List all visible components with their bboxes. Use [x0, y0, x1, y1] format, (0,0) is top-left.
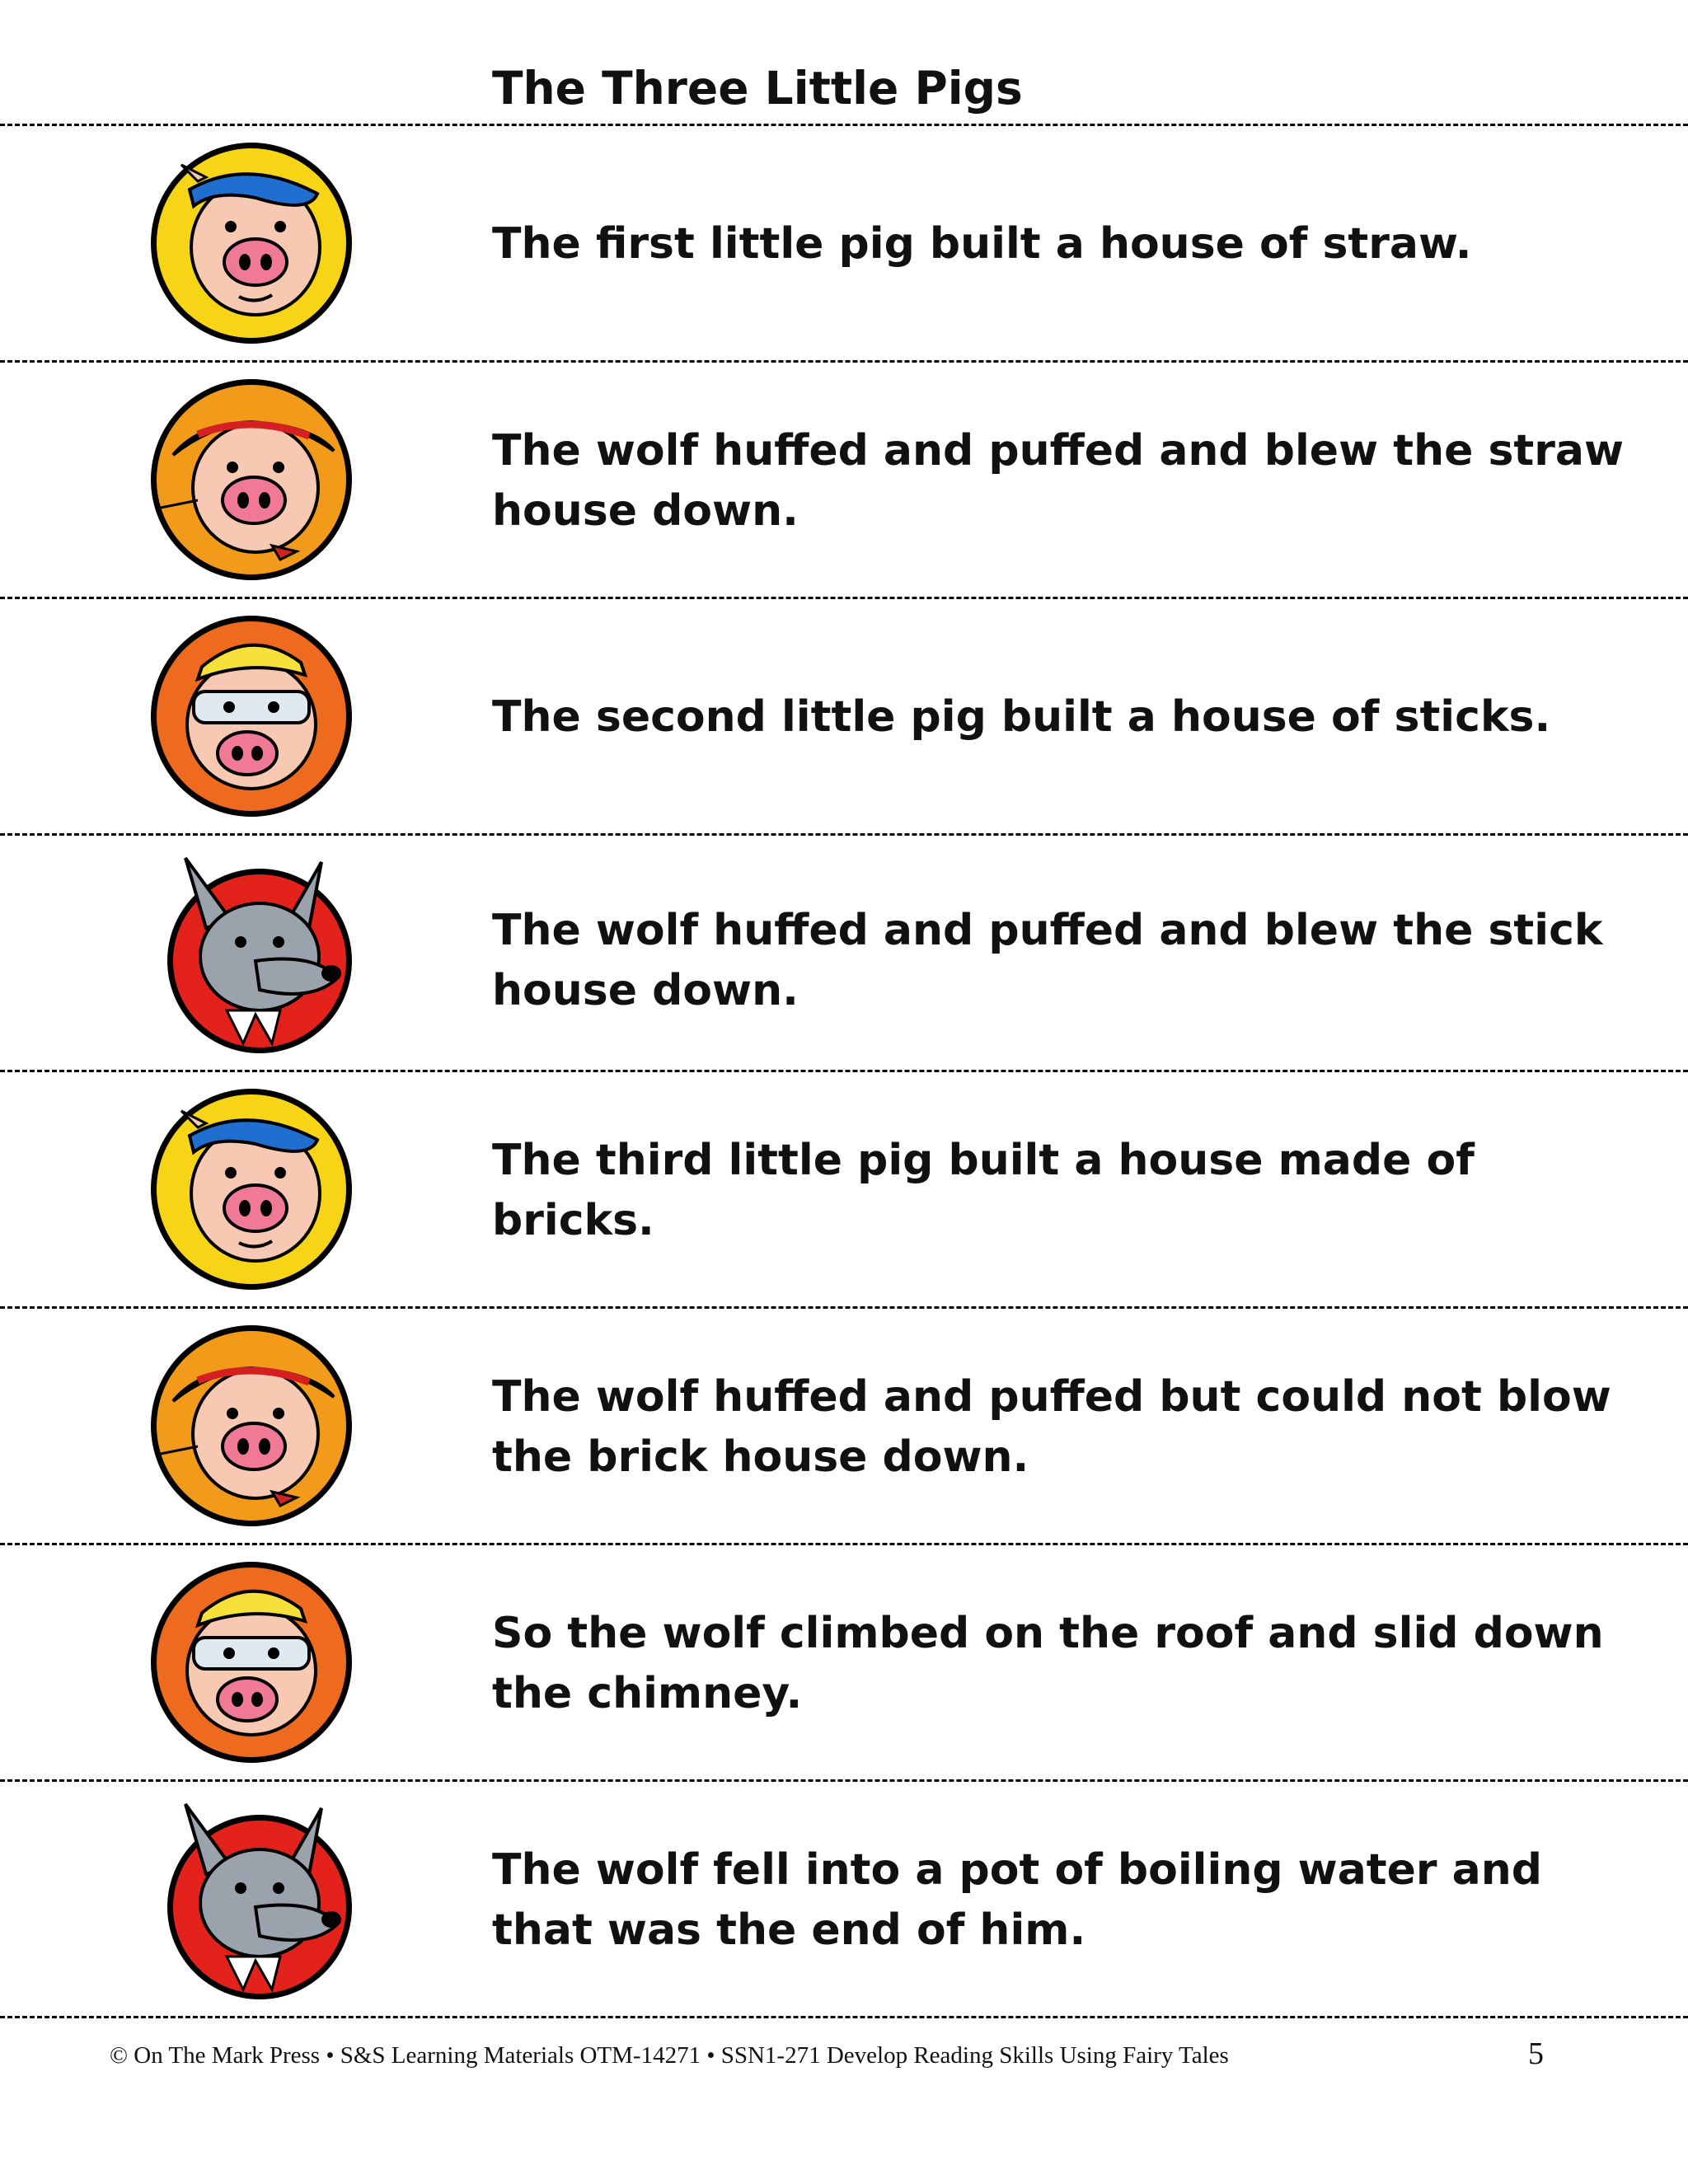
sentence: The wolf huffed and puffed but could not blow the brick house down. [492, 1372, 1611, 1482]
pig-straw-hat-icon [148, 377, 354, 583]
wolf-icon [148, 1796, 354, 2002]
sentence: The first little pig built a house of straw. [492, 219, 1472, 269]
sentence: The wolf huffed and puffed and blew the stick house down. [492, 906, 1603, 1015]
pig-blue-cap-icon [148, 1086, 354, 1292]
pig-straw-hat-icon [148, 1323, 354, 1529]
strip-7 [0, 1544, 1688, 1781]
pig-hard-hat-icon [148, 613, 354, 819]
wolf-icon [148, 850, 354, 1056]
strip-1 [0, 125, 1688, 362]
footer-credit: © On The Mark Press • S&S Learning Materials OTM-14271 • SSN1-271 Develop Reading Skills Using Fairy Tales [110, 2042, 1229, 2069]
sentence: The third little pig built a house made of bricks. [492, 1136, 1475, 1245]
sentence: The second little pig built a house of sticks. [492, 692, 1551, 742]
strip-6 [0, 1308, 1688, 1544]
strip-3 [0, 598, 1688, 835]
page-title: The Three Little Pigs [492, 62, 1023, 115]
strip-4 [0, 835, 1688, 1071]
sentence: The wolf fell into a pot of boiling water and that was the end of him. [492, 1845, 1542, 1955]
pig-blue-cap-icon [148, 140, 354, 346]
strip-2 [0, 362, 1688, 598]
pig-hard-hat-icon [148, 1559, 354, 1765]
strip-5 [0, 1071, 1688, 1308]
strip-8 [0, 1781, 1688, 2018]
sentence: So the wolf climbed on the roof and slid down the chimney. [492, 1609, 1604, 1718]
sentence: The wolf huffed and puffed and blew the straw house down. [492, 426, 1625, 536]
page-number: 5 [1528, 2036, 1544, 2071]
